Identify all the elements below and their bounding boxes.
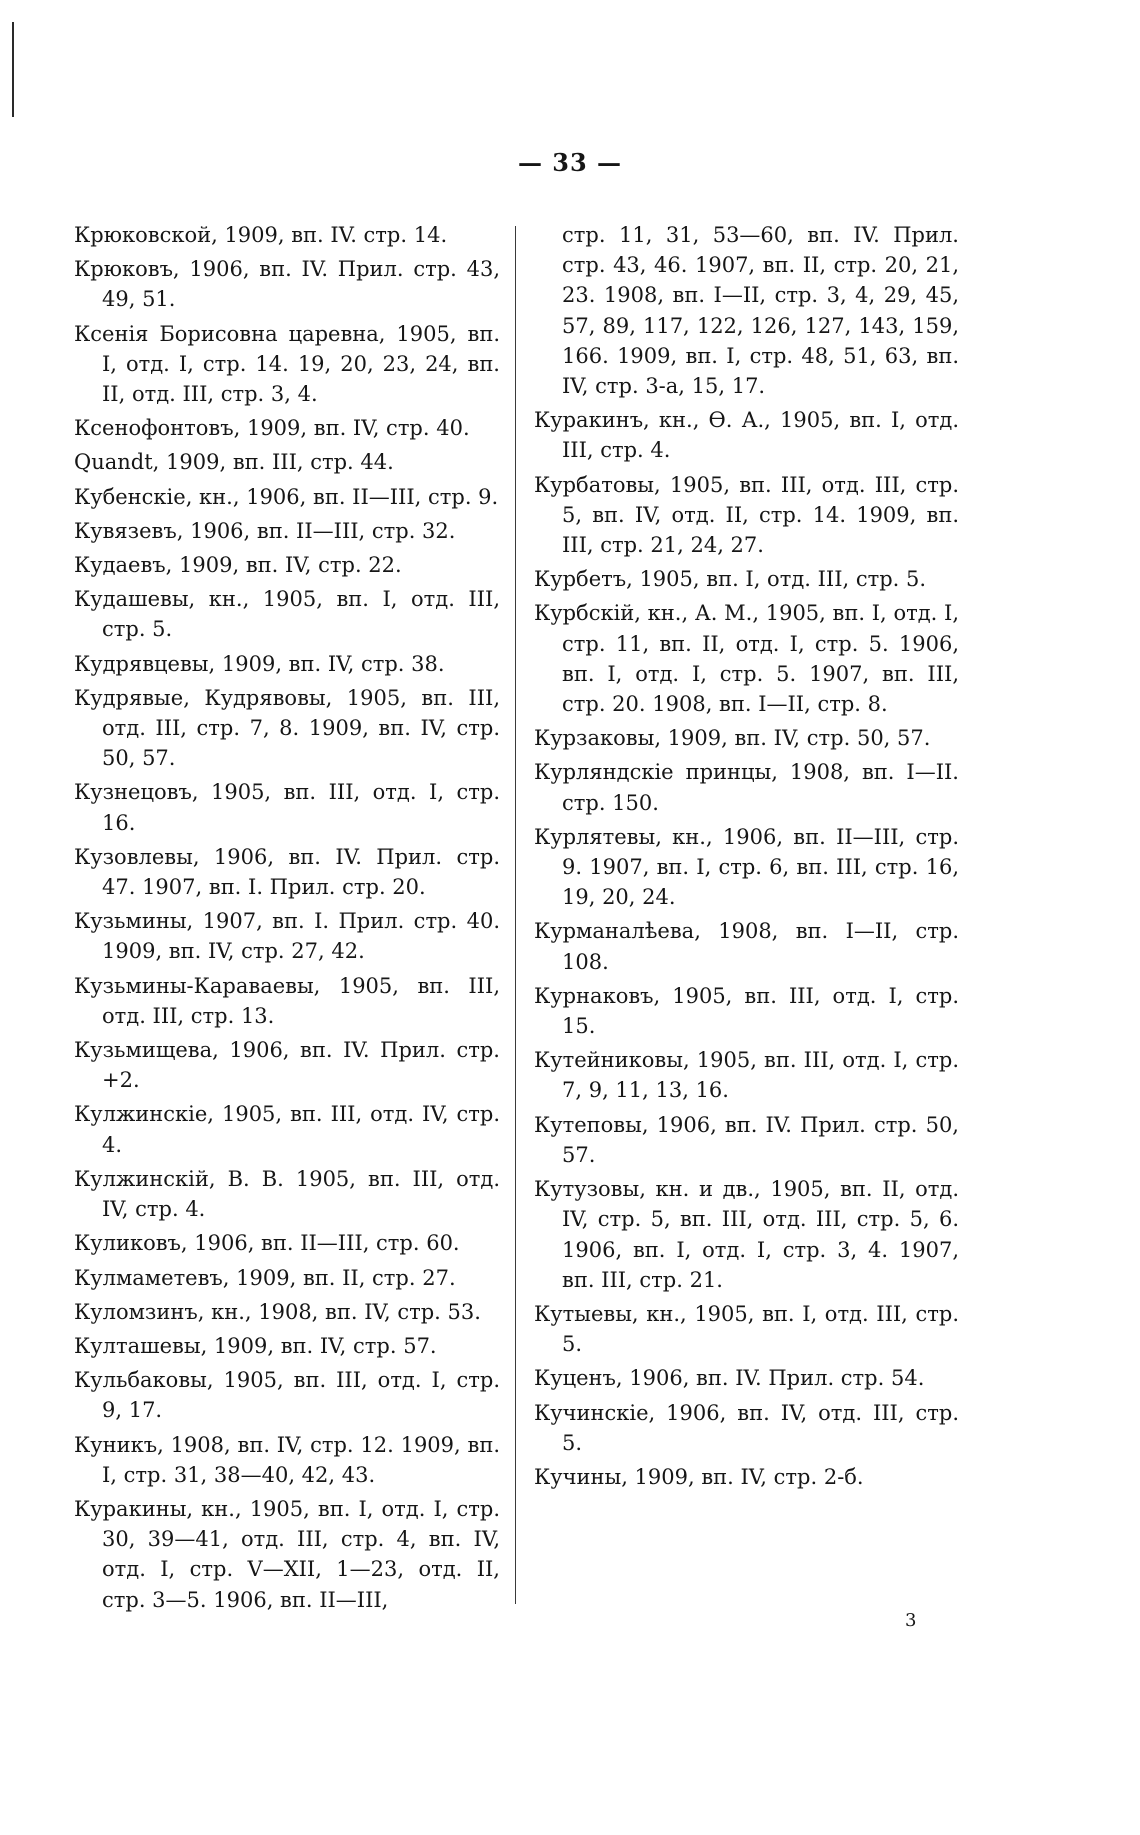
index-entry: Кутейниковы, 1905, вп. III, отд. I, стр. 7, 9, 11, 13, 16. <box>534 1048 959 1103</box>
index-entry: Курлятевы, кн., 1906, вп. II—III, стр. 9. 1907, вп. I, стр. 6, вп. III, стр. 16, 19, 20, 24. <box>534 824 959 910</box>
index-entry: Курбетъ, 1905, вп. I, отд. III, стр. 5. <box>534 567 927 592</box>
index-entry: Кутыевы, кн., 1905, вп. I, отд. III, стр. 5. <box>534 1301 959 1357</box>
index-entry: Кузовлевы, 1906, вп. IV. Прил. стр. 47. 1907, вп. I. Прил. стр. 20. <box>74 844 500 900</box>
index-entry: Куценъ, 1906, вп. IV. Прил. стр. 54. <box>534 1366 925 1391</box>
index-entry: Кульбаковы, 1905, вп. III, отд. I, стр. 9, 17. <box>74 1368 500 1423</box>
index-entry: Кулмаметевъ, 1909, вп. II, стр. 27. <box>74 1265 456 1290</box>
index-entry: Кузьмины-Караваевы, 1905, вп. III, отд. III, стр. 13. <box>74 973 500 1028</box>
index-entry: Кубенскіе, кн., 1906, вп. II—III, стр. 9. <box>74 484 499 509</box>
scan-edge-mark <box>12 22 14 117</box>
index-entry: Куликовъ, 1906, вп. II—III, стр. 60. <box>74 1231 460 1256</box>
index-entry: Куломзинъ, кн., 1908, вп. IV, стр. 53. <box>74 1299 481 1324</box>
index-entry: Кулжинскіе, 1905, вп. III, отд. IV, стр. 4. <box>74 1102 500 1157</box>
index-entry: Ксенія Борисовна царевна, 1905, вп. I, отд. I, стр. 14. 19, 20, 23, 24, вп. II, отд. III, стр. 3, 4. <box>74 321 500 407</box>
index-entry: Кузнецовъ, 1905, вп. III, отд. I, стр. 16. <box>74 780 500 835</box>
column-divider <box>515 226 516 1604</box>
index-entry: Кудаевъ, 1909, вп. IV, стр. 22. <box>74 553 402 578</box>
index-entry: Курбатовы, 1905, вп. III, отд. III, стр. 5, вп. IV, отд. II, стр. 14. 1909, вп. III, стр. 21, 24, 27. <box>534 472 959 558</box>
left-column <box>74 220 500 1619</box>
index-entry: Курманалѣева, 1908, вп. I—II, стр. 108. <box>534 919 959 974</box>
index-entry: Курбскій, кн., А. М., 1905, вп. I, отд. I, стр. 11, вп. II, отд. I, стр. 5. 1906, вп. I, отд. I, стр. 5. 1907, вп. III, стр. 20. 1908, вп. I—II, стр. 8. <box>534 601 959 717</box>
index-entry: Култашевы, 1909, вп. IV, стр. 57. <box>74 1333 437 1358</box>
index-entry: Куникъ, 1908, вп. IV, стр. 12. 1909, вп. I, стр. 31, 38—40, 42, 43. <box>74 1432 500 1487</box>
index-entry: Ксенофонтовъ, 1909, вп. IV, стр. 40. <box>74 416 470 441</box>
index-entry: Куракины, кн., 1905, вп. I, отд. I, стр. 30, 39—41, отд. III, стр. 4, вп. IV, отд. I, стр. V—XII, 1—23, отд. II, стр. 3—5. 1906, вп. II—III, <box>74 1496 500 1612</box>
index-entry: Курнаковъ, 1905, вп. III, отд. I, стр. 15. <box>534 983 959 1039</box>
index-entry: Крюковъ, 1906, вп. IV. Прил. стр. 43, 49, 51. <box>74 257 500 312</box>
right-column <box>534 220 959 1496</box>
index-entry: Кучины, 1909, вп. IV, стр. 2-б. <box>534 1464 864 1489</box>
index-entry: Кузьмищева, 1906, вп. IV. Прил. стр. +2. <box>74 1038 500 1093</box>
index-entry: Кутеповы, 1906, вп. IV. Прил. стр. 50, 57. <box>534 1112 959 1167</box>
index-entry-continuation: стр. 11, 31, 53—60, вп. IV. Прил. стр. 43, 46. 1907, вп. II, стр. 20, 21, 23. 1908, вп. I—II, стр. 3, 4, 29, 45, 57, 89, 117, 122, 126, 127, 143, 159, 166. 1909, вп. I, стр. 48, 51, 63, вп. IV, стр. 3-а, 15, 17. <box>562 223 959 399</box>
index-entry: Кудрявые, Кудрявовы, 1905, вп. III, отд. III, стр. 7, 8. 1909, вп. IV, стр. 50, 57. <box>74 685 500 771</box>
index-entry: Кучинскіе, 1906, вп. IV, отд. III, стр. 5. <box>534 1400 959 1455</box>
index-entry: Крюковской, 1909, вп. IV. стр. 14. <box>74 223 448 247</box>
index-entry: Кутузовы, кн. и дв., 1905, вп. II, отд. IV, стр. 5, вп. III, отд. III, стр. 5, 6. 1906, вп. I, отд. I, стр. 3, 4. 1907, вп. III, стр. 21. <box>534 1177 959 1292</box>
index-entry: Кузьмины, 1907, вп. I. Прил. стр. 40. 1909, вп. IV, стр. 27, 42. <box>74 909 500 964</box>
index-entry: Кувязевъ, 1906, вп. II—III, стр. 32. <box>74 518 456 543</box>
index-entry: Кудашевы, кн., 1905, вп. I, отд. III, стр. 5. <box>74 587 500 642</box>
index-entry: Кудрявцевы, 1909, вп. IV, стр. 38. <box>74 651 445 676</box>
index-entry: Куракинъ, кн., Ѳ. А., 1905, вп. I, отд. III, стр. 4. <box>534 408 959 463</box>
index-entry: Quandt, 1909, вп. III, стр. 44. <box>74 450 394 475</box>
printer-signature: 3 <box>905 1610 917 1631</box>
index-entry: Курляндскіе принцы, 1908, вп. I—II. стр. 150. <box>534 760 959 815</box>
page-number: — 33 — <box>517 148 623 177</box>
index-entry: Кулжинскій, В. В. 1905, вп. III, отд. IV, стр. 4. <box>74 1166 500 1222</box>
index-entry: Курзаковы, 1909, вп. IV, стр. 50, 57. <box>534 726 931 751</box>
